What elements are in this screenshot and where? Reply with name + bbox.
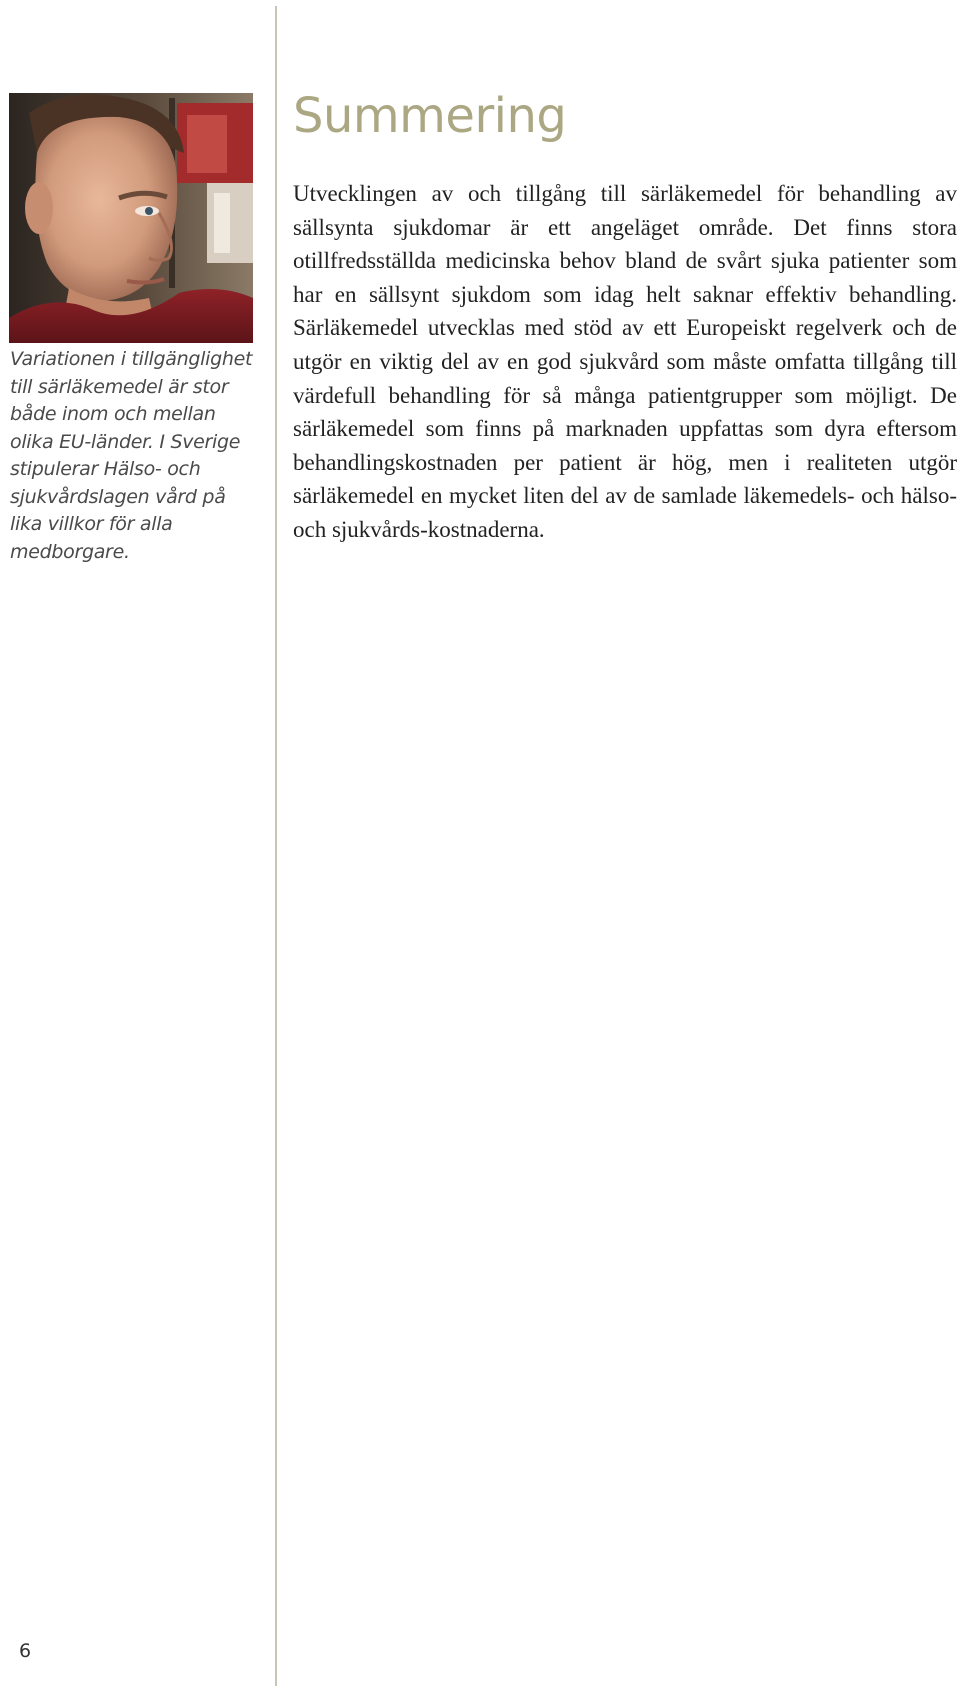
section-title: Summering — [293, 88, 567, 144]
portrait-image — [9, 93, 253, 343]
photo-caption: Variationen i tillgänglighet till särläkemedel är stor både inom och mellan olika EU-länder. I Sverige stipulerar Hälso- och sjukvårdslagen vård på lika villkor för alla medborgare. — [10, 348, 253, 563]
column-divider — [275, 6, 277, 1686]
portrait-photo — [9, 93, 253, 343]
page-number: 6 — [19, 1640, 32, 1662]
summary-paragraph: Utvecklingen av och tillgång till särläkemedel för behandling av sällsynta sjukdomar är ett angeläget område. Det finns stora otillfredsställda medicinska behov bland de svårt sjuka patienter som har en sällsynt sjukdom som idag helt saknar effektiv behandling. Särläkemedel utvecklas med stöd av ett Europeiskt regelverk och de utgör en viktig del av en god sjukvård som måste omfatta tillgång till värdefull behandling för så många patientgrupper som möjligt. De särläkemedel som finns på marknaden uppfattas som dyra eftersom behandlingskostnaden per patient är hög, men i realiteten utgör särläkemedel en mycket liten del av de samlade läkemedels- och hälso- och sjukvårds-kostnaderna. — [293, 181, 957, 542]
